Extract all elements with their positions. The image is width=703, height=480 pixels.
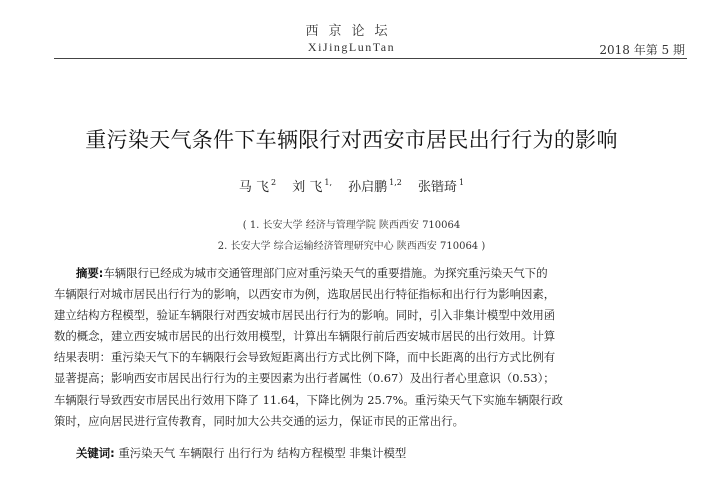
abstract-line: 策时，应向居民进行宣传教育，同时加大公共交通的运力，保证市民的正常出行。 xyxy=(54,413,465,428)
abstract-label: 摘要: xyxy=(76,266,104,280)
author xyxy=(239,176,276,195)
author-name: 刘 飞 xyxy=(292,180,323,195)
journal-pinyin: XiJingLunTan xyxy=(307,40,396,54)
paper-title: 重污染天气条件下车辆限行对西安市居民出行行为的影响 xyxy=(85,128,618,152)
abstract xyxy=(54,263,690,432)
keywords-label: 关键词: xyxy=(76,446,115,460)
keywords-text: 重污染天气 车辆限行 出行行为 结构方程模型 非集计模型 xyxy=(118,446,407,460)
abstract-text: 车辆限行已经成为城市交通管理部门应对重污染天气的重要措施。为探究重污染天气下的 xyxy=(103,266,548,280)
affiliations xyxy=(0,215,703,257)
issue-info: 2018 年第 5 期 xyxy=(599,43,685,57)
author xyxy=(418,176,464,195)
abstract-line: 显著提高；影响西安市居民出行行为的主要因素为出行者属性（0.67）及出行者心里意识（0.53）； xyxy=(54,371,555,386)
abstract-line: 车辆限行对城市居民出行行为的影响，以西安市为例，选取居民出行特征指标和出行行为影响因素， xyxy=(54,287,556,302)
abstract-line: 车辆限行导致西安市居民出行效用下降了 11.64，下降比例为 25.7%。重污染天气下实施车辆限行政 xyxy=(54,392,563,407)
author-list xyxy=(0,176,703,195)
author-affiliation-mark: 1 xyxy=(459,178,465,187)
author-name: 马 飞 xyxy=(238,180,269,195)
author-name: 孙启鹏 xyxy=(348,180,388,195)
author-name: 张锴琦 xyxy=(418,180,458,195)
header-rule xyxy=(54,58,687,59)
abstract-line: 建立结构方程模型，验证车辆限行对西安城市居民出行行为的影响。同时，引入非集计模型中效用函 xyxy=(54,308,556,323)
author-affiliation-mark: 1, xyxy=(324,178,332,187)
affiliation-line: ( 1. 长安大学 经济与管理学院 陕西西安 710064 xyxy=(242,220,461,231)
abstract-line: 数的概念，建立西安城市居民的出行效用模型，计算出车辆限行前后西安城市居民的出行效用。计算 xyxy=(54,329,556,344)
author-affiliation-mark: 2 xyxy=(270,178,277,187)
journal-header xyxy=(0,0,703,62)
author xyxy=(292,176,332,195)
author-affiliation-mark: 1,2 xyxy=(389,178,402,187)
abstract-line xyxy=(54,263,690,284)
affiliation-line: 2. 长安大学 综合运输经济管理研究中心 陕西西安 710064 ) xyxy=(217,241,486,252)
author xyxy=(348,176,402,195)
abstract-line: 结果表明：重污染天气下的车辆限行会导致短距离出行方式比例下降，而中长距离的出行方式比例有 xyxy=(54,350,556,365)
keywords xyxy=(76,445,406,461)
journal-name: 西京论坛 xyxy=(305,24,398,39)
